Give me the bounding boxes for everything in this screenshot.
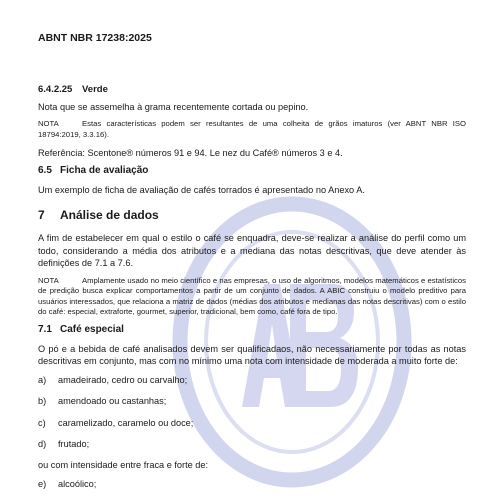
section-number: 7.1 [38,324,52,335]
section-6-4-2-25-reference: Referência: Scentone® números 91 e 94. Le nez du Café® números 3 e 4. [38,147,343,158]
section-6-4-2-25-text: Nota que se assemelha à grama recentemente cortada ou pepino. [38,102,309,112]
section-number: 7 [38,208,45,223]
section-7-1-heading [38,324,466,335]
section-title: Ficha de avaliação [60,165,149,176]
list-marker: d) [38,439,47,450]
list-item-text: amendoado ou castanhas; [58,396,167,407]
section-7-1-text: O pó e a bebida de café analisados devem ser qualificadaos, não necessariamente por todas as notas descritivas em conjunto, mas com no mínimo uma nota com intensidade de moderada a muito forte de: [38,344,466,367]
list-marker: e) [38,478,47,489]
document-code-header: ABNT NBR 17238:2025 [38,32,152,44]
list-item [38,417,466,429]
section-title: Café especial [60,324,124,335]
section-title: Verde [82,84,108,95]
section-title: Análise de dados [60,208,159,223]
section-7-1-or-text: ou com intensidade entre fraca e forte de: [38,460,209,471]
list-item [38,478,466,490]
list-marker: c) [38,417,46,428]
list-marker: a) [38,374,47,385]
list-item-text: caramelizado, caramelo ou doce; [58,417,194,428]
note-label: NOTA [38,119,59,129]
section-6-4-2-25-note [38,119,466,140]
list-item-text: amadeirado, cedro ou carvalho; [58,374,188,385]
list-item [38,438,466,450]
section-number: 6.5 [38,165,52,176]
section-6-5-text: Um exemplo de ficha de avaliação de cafés torrados é apresentado no Anexo A. [38,185,365,195]
section-6-4-2-25-heading [38,84,466,95]
section-7-note [38,276,466,318]
list-item [38,374,466,386]
list-item [38,395,466,407]
list-marker: b) [38,396,47,407]
note-text: Amplamente usado no meio científico e nas empresas, o uso de algoritmos, modelos matemáticos e estatísticos de predição busca explicar comportamentos a partir de um conjunto de dados. A ABIC construiu o modelo preditivo para usuários interessados, que relaciona a matriz de dados (médias dos atributos e medianas das notas descritivas) com o estilo do café: especial, extraforte, gourmet, superior, tradicional, bem como, café fora de tipo. [38,275,466,317]
note-label: NOTA [38,275,59,285]
list-item-text: alcoólico; [58,478,97,489]
section-7-text: A fim de estabelecer em qual o estilo o café se enquadra, deve-se realizar a análise do perfil como um todo, considerando a média dos atributos e a mediana das notas descritivas, que deve atender às definições de 7.1 a 7.6. [38,233,466,269]
section-7-heading [38,208,466,222]
section-number: 6.4.2.25 [38,84,73,95]
section-6-5-heading [38,165,466,176]
list-item-text: frutado; [58,439,90,450]
document-content [38,32,466,499]
note-text: Estas características podem ser resultantes de uma colheita de grãos imaturos (ver ABNT NBR ISO 18794:2019, 3.3.16). [38,119,466,139]
